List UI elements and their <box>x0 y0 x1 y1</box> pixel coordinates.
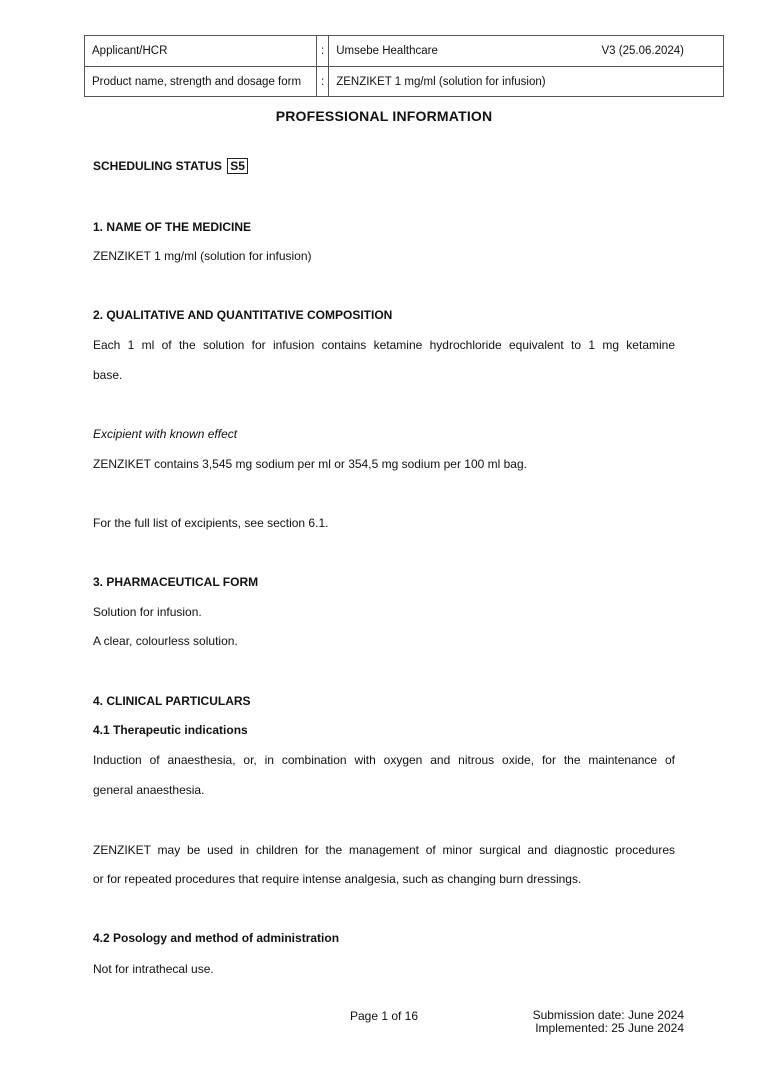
applicant-label: Applicant/HCR <box>85 36 317 67</box>
product-value: ZENZIKET 1 mg/ml (solution for infusion) <box>329 67 724 97</box>
scheduling-status <box>93 158 248 174</box>
applicant-value-cell <box>329 36 724 67</box>
section-heading-2: 2. QUALITATIVE AND QUANTITATIVE COMPOSITION <box>93 308 393 322</box>
paragraph: ZENZIKET 1 mg/ml (solution for infusion) <box>93 249 312 263</box>
paragraph: general anaesthesia. <box>93 783 205 797</box>
submission-date: Submission date: June 2024 <box>532 1008 684 1022</box>
paragraph: or for repeated procedures that require intense analgesia, such as changing burn dressings. <box>93 872 582 886</box>
paragraph: Induction of anaesthesia, or, in combination with oxygen and nitrous oxide, for the maintenance of <box>93 753 675 767</box>
page-title: PROFESSIONAL INFORMATION <box>275 108 493 124</box>
header-row-applicant <box>85 36 724 67</box>
paragraph: A clear, colourless solution. <box>93 634 238 648</box>
applicant-value: Umsebe Healthcare <box>336 45 438 57</box>
colon-separator: : <box>317 36 329 67</box>
section-heading-4-1: 4.1 Therapeutic indications <box>93 723 248 737</box>
footer-dates <box>533 1009 684 1035</box>
subheading-excipient: Excipient with known effect <box>93 427 238 441</box>
paragraph: Not for intrathecal use. <box>93 962 214 976</box>
scheduling-value: S5 <box>227 158 248 174</box>
paragraph: Solution for infusion. <box>93 605 202 619</box>
section-heading-4-2: 4.2 Posology and method of administration <box>93 931 340 945</box>
section-heading-1: 1. NAME OF THE MEDICINE <box>93 220 252 234</box>
section-heading-4: 4. CLINICAL PARTICULARS <box>93 694 251 708</box>
paragraph: Each 1 ml of the solution for infusion contains ketamine hydrochloride equivalent to 1 mg ketamine <box>93 338 675 352</box>
header-row-product <box>85 67 724 97</box>
scheduling-label: SCHEDULING STATUS <box>93 159 222 173</box>
section-heading-3: 3. PHARMACEUTICAL FORM <box>93 575 259 589</box>
colon-separator: : <box>317 67 329 97</box>
paragraph: ZENZIKET may be used in children for the management of minor surgical and diagnostic procedures <box>93 843 675 857</box>
paragraph: For the full list of excipients, see section 6.1. <box>93 516 329 530</box>
header-table <box>84 35 724 97</box>
product-label: Product name, strength and dosage form <box>85 67 317 97</box>
version-label: V3 (25.06.2024) <box>601 45 684 57</box>
paragraph: ZENZIKET contains 3,545 mg sodium per ml or 354,5 mg sodium per 100 ml bag. <box>93 457 527 471</box>
page-number: Page 1 of 16 <box>349 1009 419 1023</box>
implemented-date: Implemented: 25 June 2024 <box>535 1021 684 1035</box>
paragraph: base. <box>93 368 123 382</box>
